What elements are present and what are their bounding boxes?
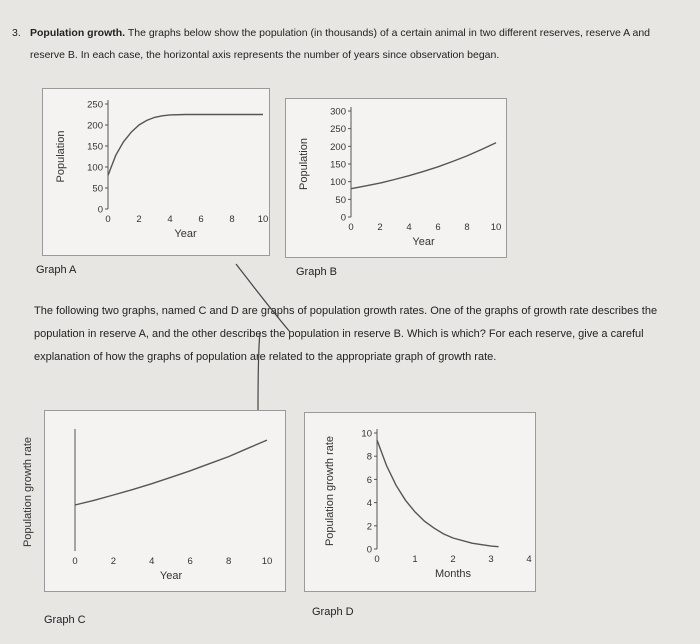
chart-1-xtick-label-3: 6 — [435, 222, 441, 233]
chart-0-ytick-label-0: 0 — [97, 204, 103, 216]
chart-0-xlabel: Year — [174, 228, 197, 240]
chart-0-xtick-label-0: 0 — [105, 214, 111, 225]
chart-1-xlabel: Year — [412, 236, 435, 248]
graph-b-panel — [285, 98, 507, 258]
chart-2-xtick-label-0: 0 — [72, 556, 78, 567]
chart-3-ylabel: Population growth rate — [324, 435, 336, 547]
chart-2-xtick-label-4: 8 — [225, 556, 232, 567]
chart-2-xtick-label-3: 6 — [187, 556, 193, 567]
chart-1-series-line-0 — [351, 143, 496, 189]
graph-d-panel — [304, 412, 536, 592]
chart-1-xtick-label-0: 0 — [348, 222, 354, 233]
chart-1-ytick-label-0: 0 — [340, 212, 346, 224]
chart-3-ytick-label-5: 10 — [361, 428, 372, 440]
chart-0-ytick-label-2: 100 — [87, 162, 103, 174]
chart-1-xtick-label-2: 4 — [406, 222, 412, 233]
chart-0-ytick-label-5: 250 — [87, 99, 103, 111]
instructions-paragraph: The following two graphs, named C and D are graphs of population growth rates. One of the graphs of growth rate describes the population in reserve A, and the other describes the population in reserve B. Which is which? For each reserve, give a careful explanation of how the graphs of population are related to the appropriate graph of growth rate. — [34, 305, 658, 363]
graph-c-caption: Graph C — [44, 614, 86, 626]
chart-3-ytick-label-0: 0 — [366, 544, 372, 556]
chart-3-xtick-label-2: 2 — [450, 554, 456, 565]
chart-0-xtick-label-2: 4 — [167, 214, 173, 225]
graph-c — [22, 411, 287, 593]
chart-1-ylabel: Population — [298, 138, 310, 190]
chart-3-ytick-label-2: 4 — [366, 498, 372, 510]
question-text — [30, 22, 670, 66]
chart-1-xtick-label-1: 2 — [377, 222, 383, 233]
chart-1-ytick-label-1: 50 — [335, 194, 346, 206]
chart-2-ylabel: Population growth rate — [22, 436, 34, 548]
chart-1-xtick-label-4: 8 — [464, 222, 470, 233]
graph-b — [286, 99, 508, 259]
chart-0-xtick-label-5: 10 — [257, 214, 269, 225]
chart-3-xlabel: Months — [434, 568, 472, 580]
chart-3-ytick-label-3: 6 — [366, 474, 372, 486]
graph-b-caption: Graph B — [296, 266, 337, 278]
graph-d-caption: Graph D — [312, 606, 354, 618]
chart-3-ytick-label-4: 8 — [366, 451, 372, 463]
chart-0-xtick-label-3: 6 — [198, 214, 204, 225]
graph-a-caption: Graph A — [36, 264, 77, 276]
question-title: Population growth. — [30, 27, 126, 39]
chart-0-ytick-label-3: 150 — [87, 141, 103, 153]
question-body: The graphs below show the population (in thousands) of a certain animal in two different reserves, reserve A and reserve B. In each case, the horizontal axis represents the number of years since observation began. — [30, 27, 651, 61]
graph-c-panel — [22, 410, 286, 592]
chart-0-xtick-label-4: 8 — [229, 214, 235, 225]
chart-3-xtick-label-1: 1 — [412, 554, 418, 565]
chart-3-xtick-label-3: 3 — [488, 554, 494, 565]
chart-2-xtick-label-1: 2 — [110, 556, 117, 567]
chart-1-ytick-label-2: 100 — [330, 177, 346, 189]
chart-3-xtick-label-4: 4 — [526, 554, 532, 565]
chart-0-series-line-0 — [108, 115, 263, 176]
chart-0-xtick-label-1: 2 — [136, 214, 142, 225]
graph-a — [43, 89, 271, 257]
chart-1-ytick-label-6: 300 — [330, 106, 346, 118]
chart-3-ytick-label-1: 2 — [366, 521, 372, 533]
question-number: 3. — [12, 27, 21, 39]
chart-0-ytick-label-1: 50 — [92, 183, 103, 195]
chart-3-series-line-0 — [377, 440, 499, 547]
chart-2-xlabel: Year — [159, 570, 183, 582]
chart-1-ytick-label-5: 250 — [330, 124, 346, 136]
chart-1-ytick-label-4: 200 — [330, 141, 346, 153]
chart-2-series-line-0 — [75, 440, 267, 505]
chart-0-ytick-label-4: 200 — [87, 120, 103, 132]
chart-3-xtick-label-0: 0 — [374, 554, 380, 565]
graph-a-panel — [42, 88, 270, 256]
chart-2-xtick-label-2: 4 — [149, 556, 155, 567]
graph-d — [305, 413, 537, 593]
chart-1-xtick-label-5: 10 — [490, 222, 502, 233]
handwritten-cross-mark — [230, 262, 310, 412]
chart-1-ytick-label-3: 150 — [330, 159, 346, 171]
chart-0-ylabel: Population — [55, 130, 67, 183]
chart-2-xtick-label-5: 10 — [261, 556, 273, 567]
